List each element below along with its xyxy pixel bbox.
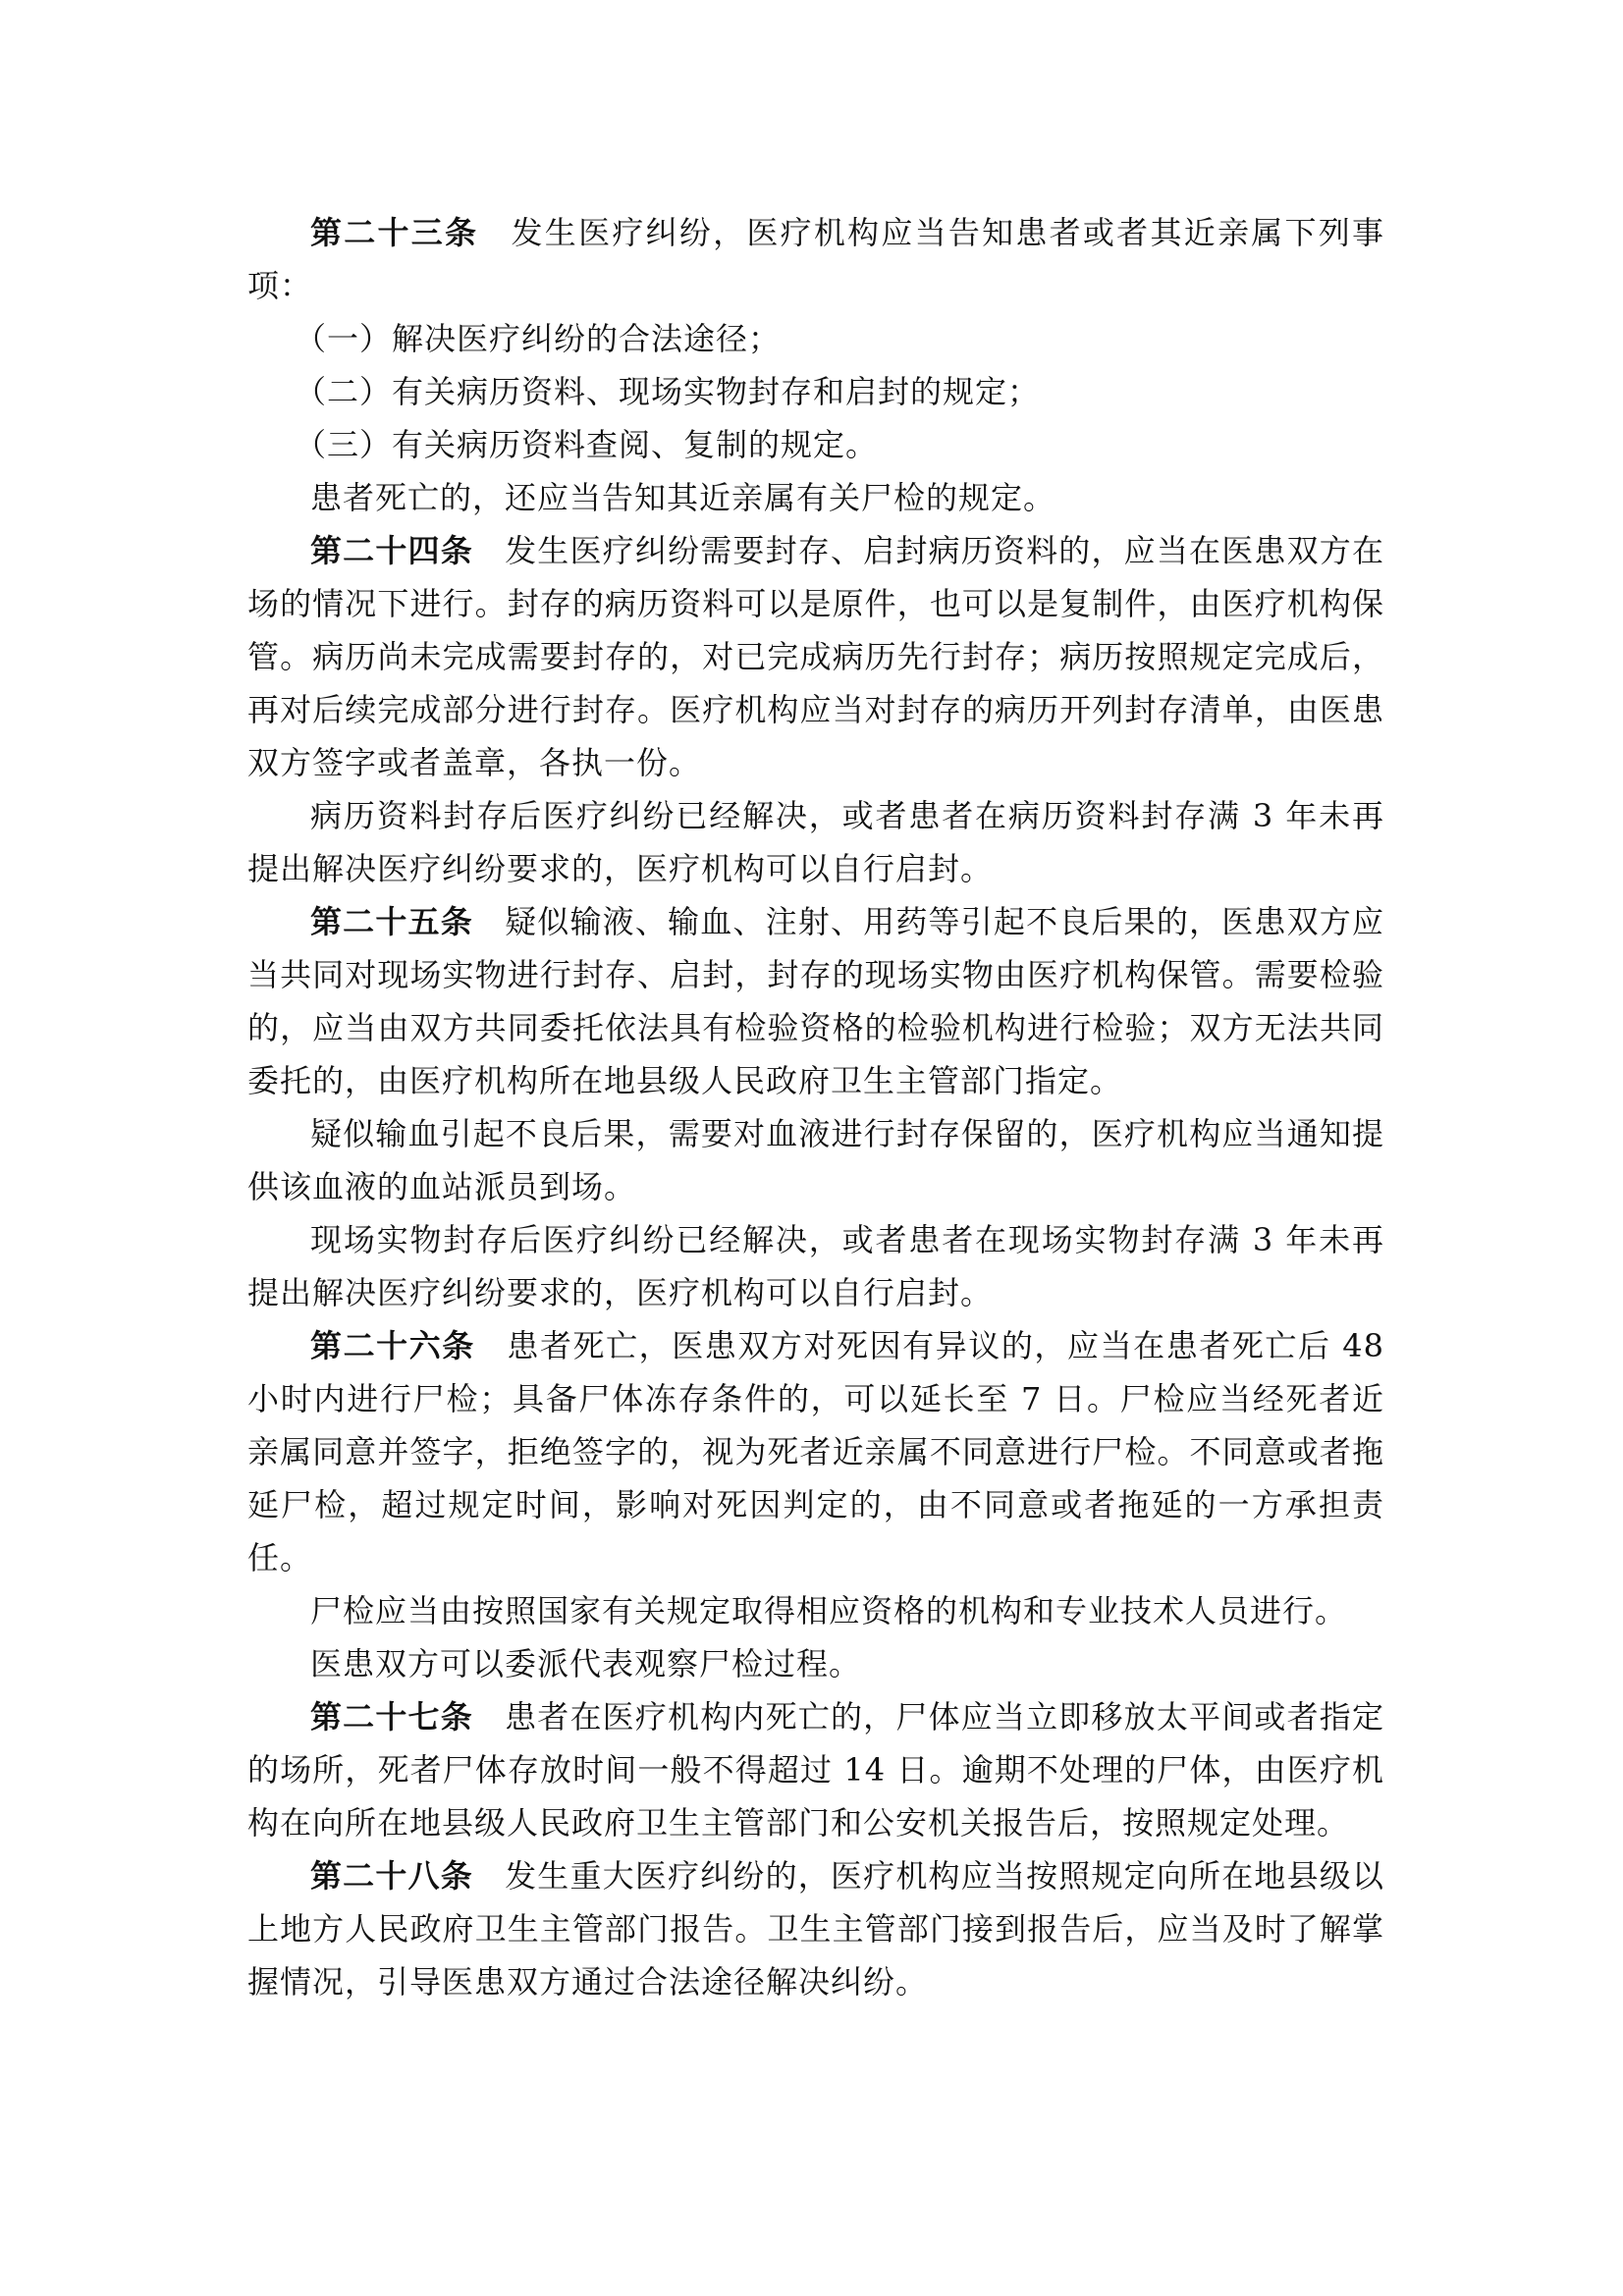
article-26-paragraph <box>247 1319 1384 1584</box>
paragraph: 疑似输血引起不良后果，需要对血液进行封存保留的，医疗机构应当通知提供该血液的血站派员到场。 <box>247 1115 1384 1205</box>
paragraph: 病历资料封存后医疗纠纷已经解决，或者患者在病历资料封存满 3 年未再提出解决医疗纠纷要求的，医疗机构可以自行启封。 <box>247 797 1384 887</box>
article-number: 第二十七条 <box>310 1698 473 1735</box>
article-number: 第二十八条 <box>310 1857 473 1895</box>
list-item: （二）有关病历资料、现场实物封存和启封的规定； <box>295 373 1041 410</box>
list-item: （一）解决医疗纠纷的合法途径； <box>295 320 782 357</box>
article-24-paragraph <box>247 524 1384 789</box>
paragraph: 现场实物封存后医疗纠纷已经解决，或者患者在现场实物封存满 3 年未再提出解决医疗纠纷要求的，医疗机构可以自行启封。 <box>247 1221 1384 1311</box>
article-text: 发生医疗纠纷需要封存、启封病历资料的，应当在医患双方在场的情况下进行。封存的病历资料可以是原件，也可以是复制件，由医疗机构保管。病历尚未完成需要封存的，对已完成病历先行封存；病历按照规定完成后，再对后续完成部分进行封存。医疗机构应当对封存的病历开列封存清单，由医患双方签字或者盖章，各执一份。 <box>247 532 1384 781</box>
article-number: 第二十六条 <box>310 1327 475 1364</box>
article-27-paragraph <box>247 1690 1384 1849</box>
paragraph: 尸检应当由按照国家有关规定取得相应资格的机构和专业技术人员进行。 <box>310 1592 1348 1629</box>
article-25-paragraph <box>247 895 1384 1107</box>
list-item: （三）有关病历资料查阅、复制的规定。 <box>295 426 879 463</box>
article-text: 患者在医疗机构内死亡的，尸体应当立即移放太平间或者指定的场所，死者尸体存放时间一般不得超过 14 日。逾期不处理的尸体，由医疗机构在向所在地县级人民政府卫生主管部门和公安机关报告后，按照规定处理。 <box>247 1698 1384 1842</box>
article-number: 第二十四条 <box>310 532 473 569</box>
article-23-paragraph <box>247 206 1384 312</box>
article-text: 发生医疗纠纷，医疗机构应当告知患者或者其近亲属下列事项： <box>247 214 1384 304</box>
article-text: 患者死亡，医患双方对死因有异议的，应当在患者死亡后 48 小时内进行尸检；具备尸体冻存条件的，可以延长至 7 日。尸检应当经死者近亲属同意并签字，拒绝签字的，视为死者近亲属不同意进行尸检。不同意或者拖延尸检，超过规定时间，影响对死因判定的，由不同意或者拖延的一方承担责任。 <box>247 1327 1384 1576</box>
article-number: 第二十五条 <box>310 903 473 940</box>
document-page <box>247 206 1384 2008</box>
article-number: 第二十三条 <box>310 214 479 251</box>
paragraph: 医患双方可以委派代表观察尸检过程。 <box>310 1645 862 1682</box>
article-28-paragraph <box>247 1849 1384 2008</box>
article-text: 发生重大医疗纠纷的，医疗机构应当按照规定向所在地县级以上地方人民政府卫生主管部门报告。卫生主管部门接到报告后，应当及时了解掌握情况，引导医患双方通过合法途径解决纠纷。 <box>247 1857 1384 2001</box>
paragraph: 患者死亡的，还应当告知其近亲属有关尸检的规定。 <box>310 479 1056 516</box>
article-text: 疑似输液、输血、注射、用药等引起不良后果的，医患双方应当共同对现场实物进行封存、启封，封存的现场实物由医疗机构保管。需要检验的，应当由双方共同委托依法具有检验资格的检验机构进行检验；双方无法共同委托的，由医疗机构所在地县级人民政府卫生主管部门指定。 <box>247 903 1384 1099</box>
